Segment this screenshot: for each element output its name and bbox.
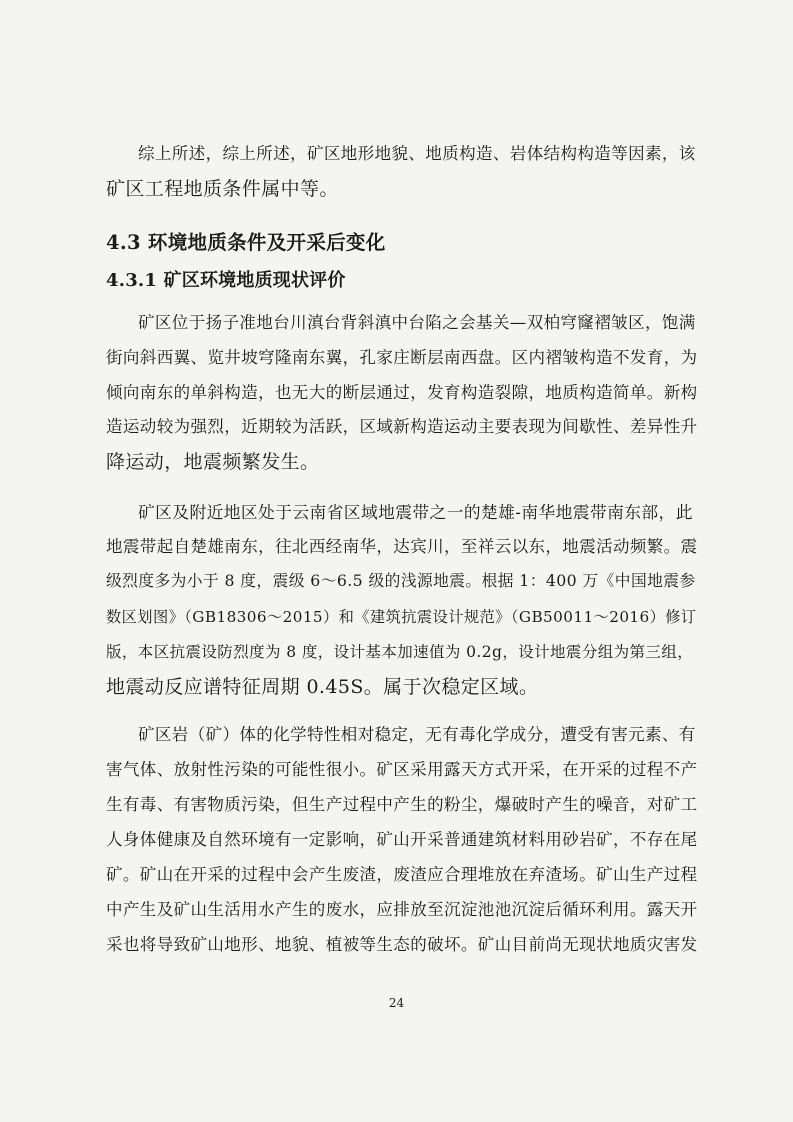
paragraph-line: 降运动，地震频繁发生。 — [106, 451, 320, 473]
paragraph-line: 中产生及矿山生活用水产生的废水，应排放至沉淀池池沉淀后循环利用。露天开 — [106, 900, 698, 919]
paragraph-line: 版，本区抗震设防烈度为 8 度，设计基本加速值为 0.2g，设计地震分组为第三组， — [106, 643, 694, 661]
paragraph-line: 矿区位于扬子准地台川滇台背斜滇中台陷之会基关—双柏穹窿褶皱区，饱满 — [138, 313, 696, 332]
paragraph-line: 级烈度多为小于 8 度，震级 6～6.5 级的浅源地震。根据 1：400 万《中国地震参 — [106, 571, 696, 590]
paragraph-line: 地震带起自楚雄南东，往北西经南华，达宾川，至祥云以东，地震活动频繁。震 — [106, 537, 698, 556]
page-number: 24 — [388, 996, 405, 1010]
paragraph-line: 采也将导致矿山地形、地貌、植被等生态的破坏。矿山目前尚无现状地质灾害发 — [106, 935, 698, 954]
paragraph-line: 数区划图》（GB18306～2015）和《建筑抗震设计规范》（GB50011～2016）修订 — [106, 608, 697, 626]
paragraph-line: 综上所述，综上所述，矿区地形地貌、地质构造、岩体结构构造等因素，该 — [138, 144, 696, 163]
paragraph-line: 生有毒、有害物质污染，但生产过程中产生的粉尘，爆破时产生的噪音，对矿工 — [106, 795, 698, 814]
paragraph-line: 矿区及附近地区处于云南省区域地震带之一的楚雄-南华地震带南东部，此 — [138, 502, 693, 522]
paragraph-line: 街向斜西翼、览井坡穹隆南东翼，孔家庄断层南西盘。区内褶皱构造不发育，为 — [106, 348, 698, 367]
paragraph-line: 矿区工程地质条件属中等。 — [106, 178, 339, 200]
paragraph-line: 人身体健康及自然环境有一定影响，矿山开采普通建筑材料用砂岩矿，不存在尾 — [106, 830, 698, 849]
paragraph-line: 地震动反应谱特征周期 0.45S。属于次稳定区域。 — [106, 676, 539, 698]
paragraph-line: 矿。矿山在开采的过程中会产生废渣，废渣应合理堆放在弃渣场。矿山生产过程 — [106, 865, 698, 884]
paragraph-line: 害气体、放射性污染的可能性很小。矿区采用露天方式开采，在开采的过程不产 — [106, 760, 698, 779]
paragraph-line: 矿区岩（矿）体的化学特性相对稳定，无有毒化学成分，遭受有害元素、有 — [138, 725, 696, 744]
subsection-heading: 4.3.1 矿区环境地质现状评价 — [106, 270, 346, 291]
paragraph-line: 倾向南东的单斜构造，也无大的断层通过，发育构造裂隙，地质构造简单。新构 — [106, 383, 698, 402]
section-heading: 4.3 环境地质条件及开采后变化 — [106, 231, 386, 254]
paragraph-line: 造运动较为强烈，近期较为活跃，区域新构造运动主要表现为间歇性、差异性升 — [106, 417, 698, 436]
